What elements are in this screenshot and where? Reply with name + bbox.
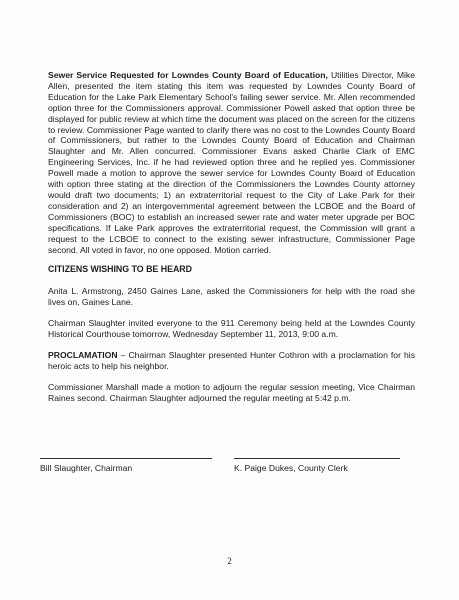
chairman-signature-line <box>40 458 212 459</box>
citizen-armstrong-paragraph: Anita L. Armstrong, 2450 Gaines Lane, asked the Commissioners for help with the road she lives on, Gaines Lane. <box>48 286 415 308</box>
clerk-signature-block <box>234 458 400 474</box>
minutes-body <box>48 70 415 414</box>
clerk-signature-line <box>234 458 400 459</box>
citizens-heading: CITIZENS WISHING TO BE HEARD <box>48 264 193 275</box>
sewer-service-paragraph <box>48 70 415 255</box>
clerk-name: K. Paige Dukes, County Clerk <box>234 463 348 473</box>
page-number: 2 <box>227 556 232 566</box>
chairman-signature-block <box>40 458 212 474</box>
sewer-service-text: Utilities Director, Mike Allen, presented the item stating this item was requested by Lowndes County Board of Education for the Lake Park Elementary School's failing sewer service. Mr. Allen recommended option three for the Commissioners approval. Commissioner Powell asked that option three be displayed for public review at which time the document was placed on the screen for the citizens to review. Commissioner Page wanted to clarify there was no cost to the Lowndes County Board of Commissioners, but rather to the Lowndes County Board of Education and Chairman Slaughter and Mr. Allen concurred. Commissioner Evans asked Charlie Clark of EMC Engineering Services, Inc. if he had reviewed option three and he replied yes. Commissioner Powell made a motion to approve the sewer service for Lowndes County Board of Education with option three stating at the direction of the Commissioners the Lowndes County attorney would draft two documents; 1) an extraterritorial request to the City of Lake Park for their consideration and 2) an intergovernmental agreement between the LCBOE and the Board of Commissioners (BOC) to establish an increased sewer rate and water meter upgrade per BOC specifications. If Lake Park approves the extraterritorial request, the Commission will grant a request to the LCBOE to connect to the existing sewer infrastructure, Commissioner Page second. All voted in favor, no one opposed. Motion carried. <box>48 70 415 255</box>
chairman-name: Bill Slaughter, Chairman <box>40 463 133 473</box>
adjourn-paragraph: Commissioner Marshall made a motion to adjourn the regular session meeting, Vice Chairman Raines second. Chairman Slaughter adjourned the regular meeting at 5:42 p.m. <box>48 381 415 403</box>
proclamation-text: – Chairman Slaughter presented Hunter Cothron with a proclamation for his heroic acts to help his neighbor. <box>48 349 415 371</box>
sewer-service-title: Sewer Service Requested for Lowndes County Board of Education, <box>48 70 328 80</box>
proclamation-paragraph <box>48 350 415 372</box>
proclamation-label: PROCLAMATION <box>48 349 118 360</box>
ceremony-invite-paragraph: Chairman Slaughter invited everyone to the 911 Ceremony being held at the Lowndes County Historical Courthouse tomorrow, Wednesday September 11, 2013, 9:00 a.m. <box>48 318 415 340</box>
